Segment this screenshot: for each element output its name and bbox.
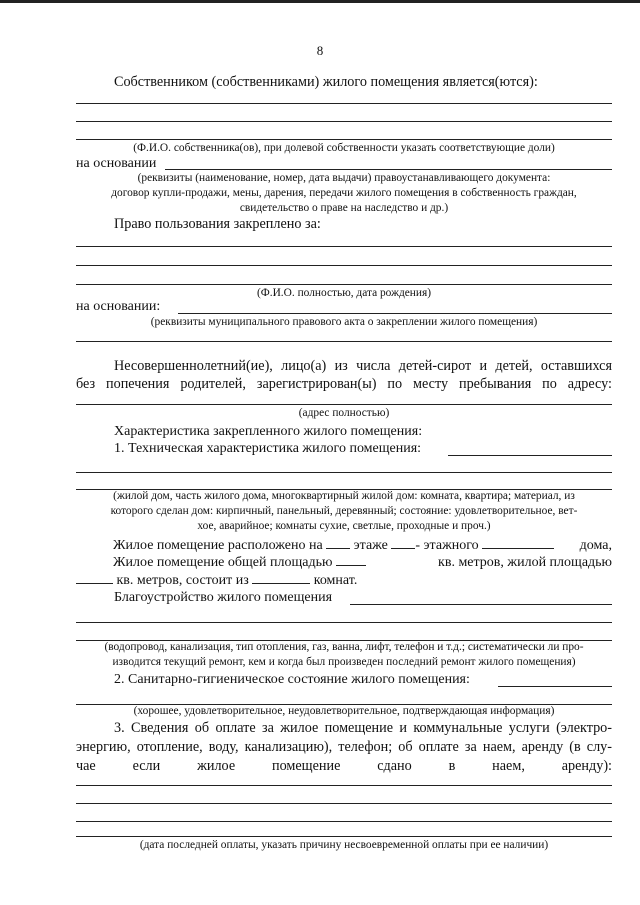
payment-line-2: энергию, отопление, воду, канализацию), телефон; об оплате за наем, аренду (в слу- — [76, 739, 612, 755]
payment-field-line-2[interactable] — [76, 803, 612, 804]
area-text-3: кв. метров, состоит из — [116, 573, 249, 588]
right-of-use-line-3[interactable] — [76, 284, 612, 285]
minors-line-1: Несовершеннолетний(ие), лицо(а) из числа детей-сирот и детей, оставшихся — [114, 358, 612, 374]
right-of-use-line-1[interactable] — [76, 246, 612, 247]
technical-caption-1: (жилой дом, часть жилого дома, многоквартирный жилой дом: комната, квартира; материал, из — [113, 490, 575, 502]
technical-caption-3: хое, аварийное; комнаты сухие, светлые, проходные и проч.) — [197, 520, 491, 532]
technical-caption-2: которого сделан дом: кирпичный, панельный, деревянный; состояние: удовлетворительное, вет- — [110, 505, 578, 517]
area-text-4: комнат. — [313, 573, 358, 588]
technical-field-line-1[interactable] — [448, 455, 612, 456]
sanitary-field-line-1[interactable] — [498, 686, 612, 687]
basis-label-2: на основании: — [76, 299, 161, 314]
owner-field-line-3[interactable] — [76, 139, 612, 140]
right-of-use-line-2[interactable] — [76, 265, 612, 266]
payment-line-3: чае если жилое помещение сдано в наем, аренду): — [76, 758, 612, 774]
floors-total-field[interactable] — [391, 547, 415, 549]
area-text-1: Жилое помещение общей площадью — [113, 555, 333, 570]
basis-label-1: на основании — [76, 156, 157, 171]
owner-field-line-2[interactable] — [76, 121, 612, 122]
page-top-border — [0, 0, 640, 3]
house-field[interactable] — [482, 547, 554, 549]
area-row-2 — [76, 573, 612, 588]
amenities-field-line-1[interactable] — [350, 604, 612, 605]
location-row — [76, 538, 612, 553]
location-text-3: - этажного — [415, 538, 479, 553]
basis-caption-1: (реквизиты (наименование, номер, дата выдачи) правоустанавливающего документа: — [137, 172, 551, 184]
basis-caption-3: свидетельство о праве на наследство и др.) — [239, 202, 449, 214]
amenities-caption-1: (водопровод, канализация, тип отопления, газ, ванна, лифт, телефон и т.д.; систематически ли про- — [104, 641, 584, 653]
amenities-label: Благоустройство жилого помещения — [114, 590, 333, 605]
basis-field-line-1[interactable] — [165, 169, 612, 170]
sanitary-caption: (хорошее, удовлетворительное, неудовлетворительное, подтверждающая информация) — [133, 705, 555, 717]
basis-caption-2: договор купли-продажи, мены, дарения, передачи жилого помещения в собственность граждан, — [111, 187, 577, 199]
page-number: 8 — [316, 43, 324, 58]
rooms-field[interactable] — [252, 582, 310, 584]
payment-field-line-1[interactable] — [76, 785, 612, 786]
municipal-caption: (реквизиты муниципального правового акта о закреплении жилого помещения) — [150, 316, 538, 328]
payment-line-1: 3. Сведения об оплате за жилое помещение и коммунальные услуги (электро- — [114, 720, 612, 736]
owner-caption: (Ф.И.О. собственника(ов), при долевой собственности указать соответствующие доли) — [133, 142, 555, 154]
area-row-1 — [76, 555, 612, 570]
sanitary-heading: 2. Санитарно-гигиеническое состояние жилого помещения: — [114, 672, 470, 687]
minors-line-2: без попечения родителей, зарегистрирован(ы) по месту пребывания по адресу: — [76, 376, 612, 392]
basis-field-line-2[interactable] — [178, 313, 612, 314]
area-text-2: кв. метров, жилой площадью — [438, 555, 612, 570]
floor-field[interactable] — [326, 547, 350, 549]
location-text-4: дома, — [579, 538, 612, 553]
address-caption: (адрес полностью) — [298, 407, 390, 419]
owner-field-line-1[interactable] — [76, 103, 612, 104]
payment-caption: (дата последней оплаты, указать причину несвоевременной оплаты при ее наличии) — [139, 839, 549, 851]
payment-field-line-3[interactable] — [76, 821, 612, 822]
technical-field-line-2[interactable] — [76, 472, 612, 473]
amenities-caption-2: изводится текущий ремонт, кем и когда был произведен последний ремонт жилого помещения) — [112, 656, 576, 668]
address-field-line[interactable] — [76, 404, 612, 405]
amenities-field-line-2[interactable] — [76, 622, 612, 623]
fio-caption: (Ф.И.О. полностью, дата рождения) — [256, 287, 432, 299]
characteristics-heading: Характеристика закрепленного жилого помещения: — [114, 424, 423, 439]
payment-field-line-4[interactable] — [76, 836, 612, 837]
location-text-2: этаже — [353, 538, 388, 553]
total-area-field[interactable] — [336, 564, 366, 566]
right-of-use-heading: Право пользования закреплено за: — [114, 216, 321, 232]
technical-heading: 1. Техническая характеристика жилого помещения: — [114, 441, 422, 456]
location-text-1: Жилое помещение расположено на — [113, 538, 323, 553]
living-area-field[interactable] — [76, 582, 113, 584]
municipal-field-line[interactable] — [76, 341, 612, 342]
owner-heading: Собственником (собственниками) жилого помещения является(ются): — [114, 74, 538, 90]
